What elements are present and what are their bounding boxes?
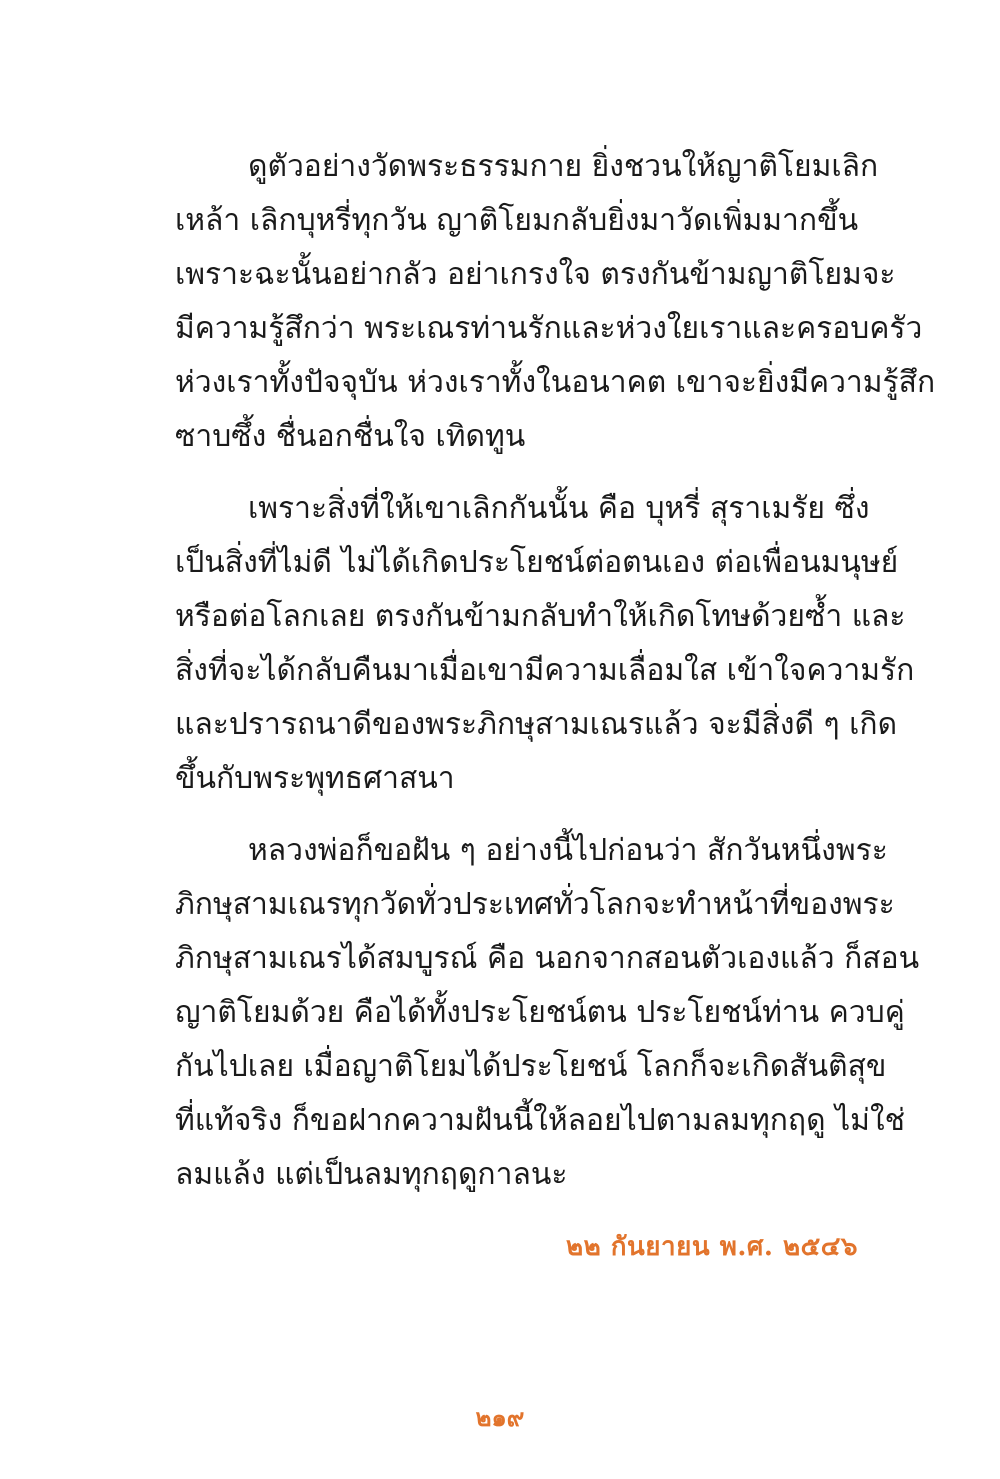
page-number: ๒๑๙ <box>475 1403 525 1432</box>
text-line: ห่วงเราทั้งปัจจุบัน ห่วงเราทั้งในอนาคต เขาจะยิ่งมีความรู้สึก <box>175 365 936 400</box>
text-line: เหล้า เลิกบุหรี่ทุกวัน ญาติโยมกลับยิ่งมาวัดเพิ่มมากขึ้น <box>175 203 859 238</box>
paragraph-spacer <box>175 806 858 824</box>
text-line: เพราะฉะนั้นอย่ากลัว อย่าเกรงใจ ตรงกันข้ามญาติโยมจะ <box>175 257 896 292</box>
text-line: ภิกษุสามเณรได้สมบูรณ์ คือ นอกจากสอนตัวเองแล้ว ก็สอน <box>175 941 920 976</box>
paragraph-3 <box>175 824 920 1202</box>
text-line: ที่แท้จริง ก็ขอฝากความฝันนี้ให้ลอยไปตามลมทุกฤดู ไม่ใช่ <box>175 1103 905 1138</box>
text-line: ดูตัวอย่างวัดพระธรรมกาย ยิ่งชวนให้ญาติโยมเลิก <box>248 149 879 184</box>
text-line: ลมแล้ง แต่เป็นลมทุกฤดูกาลนะ <box>175 1157 568 1192</box>
text-line: ภิกษุสามเณรทุกวัดทั่วประเทศทั่วโลกจะทำหน้าที่ของพระ <box>175 887 895 922</box>
date-signature: ๒๒ กันยายน พ.ศ. ๒๕๔๖ <box>565 1232 858 1262</box>
paragraph-2 <box>175 482 915 806</box>
text-line: ซาบซึ้ง ชื่นอกชื่นใจ เทิดทูน <box>175 419 526 454</box>
text-line: เพราะสิ่งที่ให้เขาเลิกกันนั้น คือ บุหรี่ สุราเมรัย ซึ่ง <box>248 491 870 526</box>
paragraph-1 <box>175 140 936 464</box>
text-line: ญาติโยมด้วย คือได้ทั้งประโยชน์ตน ประโยชน์ท่าน ควบคู่ <box>175 995 905 1030</box>
text-line: สิ่งที่จะได้กลับคืนมาเมื่อเขามีความเลื่อมใส เข้าใจความรัก <box>175 653 915 688</box>
text-line: มีความรู้สึกว่า พระเณรท่านรักและห่วงใยเราและครอบครัว <box>175 311 923 346</box>
text-line: หรือต่อโลกเลย ตรงกันข้ามกลับทำให้เกิดโทษด้วยซ้ำ และ <box>175 599 906 634</box>
text-line: ขึ้นกับพระพุทธศาสนา <box>175 761 455 796</box>
text-line: เป็นสิ่งที่ไม่ดี ไม่ได้เกิดประโยชน์ต่อตนเอง ต่อเพื่อนมนุษย์ <box>175 545 899 580</box>
text-line: กันไปเลย เมื่อญาติโยมได้ประโยชน์ โลกก็จะเกิดสันติสุข <box>175 1049 887 1084</box>
text-line: และปรารถนาดีของพระภิกษุสามเณรแล้ว จะมีสิ่งดี ๆ เกิด <box>175 707 898 742</box>
body-text <box>175 140 936 1202</box>
paragraph-spacer <box>175 464 858 482</box>
text-line: หลวงพ่อก็ขอฝัน ๆ อย่างนี้ไปก่อนว่า สักวันหนึ่งพระ <box>248 833 888 868</box>
